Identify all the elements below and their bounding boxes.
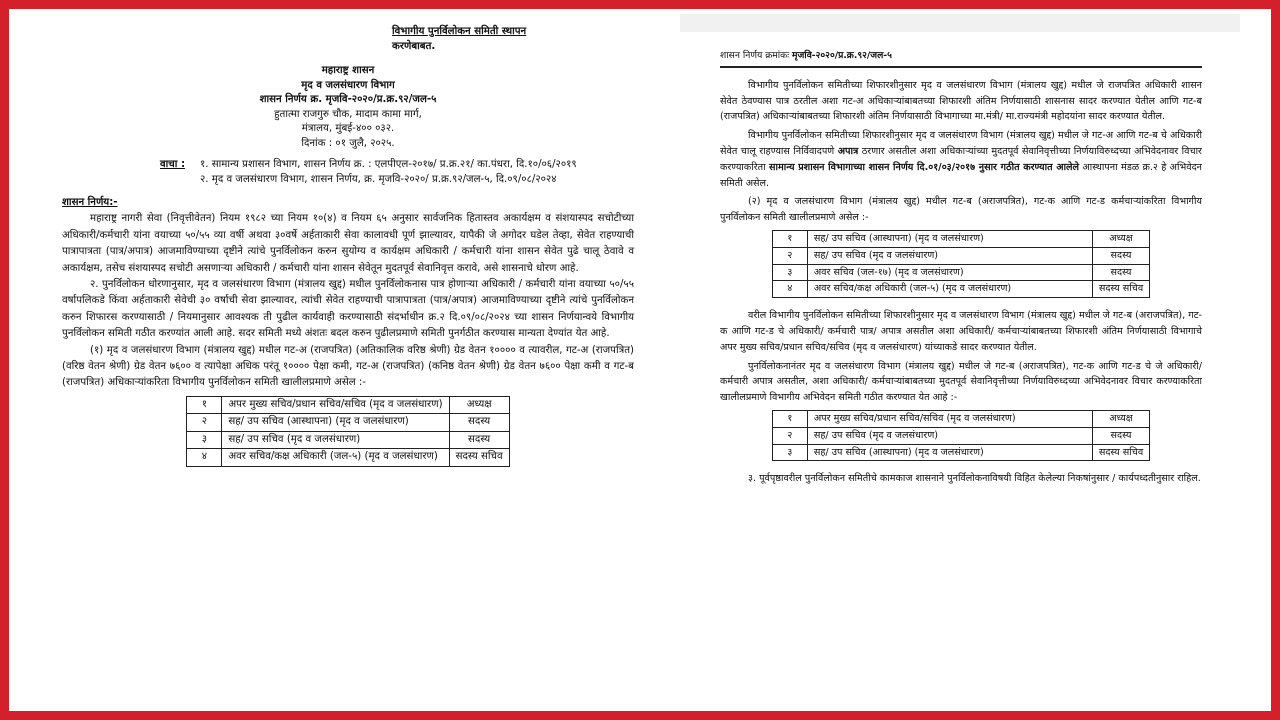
table-row [772, 264, 1149, 281]
table-cell: सह/ उप सचिव (मृद व जलसंधारण) [222, 431, 449, 448]
gov-name: महाराष्ट्र शासन [321, 65, 375, 76]
table-cell: सदस्य [1092, 247, 1149, 264]
table-cell: अध्यक्ष [449, 396, 509, 413]
table-cell: सदस्य सचिव [449, 449, 509, 466]
table-cell: १ [772, 410, 807, 427]
bold-run: अपात्र [837, 145, 859, 157]
paragraph-3: (१) मृद व जलसंधारण विभाग (मंत्रालय खुद्द) मधील गट-अ (राजपत्रित) (अतिकालिक वरिष्ठ श्रेणी) ग्रेड वेतन १०००० व त्यावरील, गट-अ (राजपत्रित) (वरिष्ठ वेतन श्रेणी) ग्रेड वेतन ७६०० व त्यापेक्षा अधिक परंतू १०००० पेक्षा कमी, गट-अ (राजपत्रित) (कनिष्ठ वेतन श्रेणी) ग्रेड वेतन ७६०० पेक्षा कमी व गट-ब (राजपत्रित) अधिकाऱ्यांकरिता विभागीय पुनर्विलोकन समिती खालीलप्रमाणे असेल :- [62, 344, 634, 389]
table-row [772, 444, 1149, 461]
subject [392, 24, 634, 54]
table-cell: २ [772, 247, 807, 264]
page-top-strip [680, 14, 1240, 32]
paragraph: पुनर्विलोकनानंतर मृद व जलसंधारण विभाग (मंत्रालय खुद्द) मधील जे गट-ब (अराजपत्रित), गट-क आणि गट-ड चे जे अधिकारी/ कर्मचारी अपात्र असतील, अशा अधिकारी/ कर्मचाऱ्यांबाबतच्या मुदतपूर्व सेवानिवृत्तीच्या निर्णयाविरुध्दच्या अभिवेदनावर विचार करण्याकरिता खालीलप्रमाणे विभागीय अभिवेदन समिती गठीत करण्यात येत आहे :- [720, 360, 1202, 404]
table-row [772, 427, 1149, 444]
decision-heading: शासन निर्णय:- [62, 197, 118, 208]
table-cell: सदस्य [449, 414, 509, 431]
table-row [772, 230, 1149, 247]
table-cell: १ [772, 230, 807, 247]
table-cell: सदस्य सचिव [1092, 444, 1149, 461]
table-cell: ३ [187, 431, 222, 448]
table-row [772, 247, 1149, 264]
table-cell: सह/ उप सचिव (आस्थापना) (मृद व जलसंधारण) [222, 414, 449, 431]
table-cell: सह/ उप सचिव (आस्थापना) (मृद व जलसंधारण) [807, 230, 1092, 247]
table-cell: सह/ उप सचिव (मृद व जलसंधारण) [807, 247, 1092, 264]
text-run: विभागीय पुनर्विलोकन समितीच्या शिफारशीनुसार मृद व जलसंधारण विभाग (मंत्रालय खुद्द) मधील जे गट-अ आणि गट-ब चे अधिकारी सेवेत चालू राहण्यास निर्विवादपणे [720, 130, 1202, 157]
paragraph-1: महाराष्ट्र नागरी सेवा (निवृत्तीवेतन) नियम १९८२ च्या नियम १०(४) व नियम ६५ अनुसार सार्वजनिक हितास्तव अकार्यक्षम व संशयास्पद सचोटीच्या अधिकारी/कर्मचारी यांना वयाच्या ५०/५५ व्या वर्षी अथवा ३०वर्षे अर्हताकारी सेवा कालावधी पूर्ण झाल्यावर, यापैकी जे अगोदर घडेल तेव्हा, सेवेत राहण्याची पात्रापात्रता (पात्र/अपात्र) आजमाविण्याच्या दृष्टीने त्यांचे पुनर्विलोकन करुन सुयोग्य व कार्यक्षम अधिकारी / कर्मचारी यांना शासन सेवेत पुढे चालू ठेवावे व अकार्यक्षम, तसेच संशयास्पद सचोटी असणाऱ्या अधिकारी / कर्मचारी यांना शासन सेवेतून मुदतपूर्व सेवानिवृत्त करावे, असे शासनाचे धोरण आहे. [62, 213, 634, 274]
table-cell: ४ [187, 449, 222, 466]
committee-table-2 [772, 230, 1150, 298]
table-cell: सह/ उप सचिव (मृद व जलसंधारण) [807, 427, 1092, 444]
table-cell: सदस्य [1092, 264, 1149, 281]
department-name: मृद व जलसंधारण विभाग [301, 79, 395, 91]
table-cell: अवर सचिव/कक्ष अधिकारी (जल-५) (मृद व जलसंधारण) [807, 281, 1092, 298]
order-date: दिनांक : ०१ जुलै, २०२५. [301, 137, 395, 149]
header-number: मृजवि-२०२०/प्र.क्र.९२/जल-५ [792, 50, 892, 61]
table-cell: अध्यक्ष [1092, 410, 1149, 427]
order-number: शासन निर्णय क्र. मृजवि-२०२०/प्र.क्र.९२/जल-५ [259, 94, 437, 105]
table-row [187, 396, 509, 413]
table-cell: सदस्य [449, 431, 509, 448]
table-cell: अवर सचिव/कक्ष अधिकारी (जल-५) (मृद व जलसंधारण) [222, 449, 449, 466]
table-cell: सदस्य सचिव [1092, 281, 1149, 298]
bold-run: सामान्य प्रशासन विभागाच्या शासन निर्णय दि.०१/०३/२०१७ नुसार गठीत करण्यात आलेले [769, 161, 1080, 173]
subject-line-2: करणेबाबत. [392, 41, 436, 52]
header-prefix: शासन निर्णय क्रमांकः [720, 50, 790, 61]
table-cell: अपर मुख्य सचिव/प्रधान सचिव/सचिव (मृद व जलसंधारण) [807, 410, 1092, 427]
reference-label: वाचा : [160, 159, 186, 170]
page-two [720, 48, 1202, 668]
paragraph [720, 128, 1202, 191]
references [160, 157, 634, 187]
table-cell: अवर सचिव (जल-१७) (मृद व जलसंधारण) [807, 264, 1092, 281]
address-line-1: हुतात्मा राजगुरु चौक, मादाम कामा मार्ग, [274, 108, 422, 120]
table-cell: ३ [772, 444, 807, 461]
paragraph-2: २. पुनर्विलोकन धोरणानुसार, मृद व जलसंधारण विभाग (मंत्रालय खुद्द) मधील पुनर्विलोकनास पात्र होणाऱ्या अधिकारी / कर्मचारी यांना वयाच्या ५०/५५ वर्षापलिकडे किंवा अर्हताकारी सेवेची ३० वर्षाची सेवा झाल्यावर, त्यांची सेवेत राहण्याची पात्रापात्रता (पात्र/अपात्र) आजमाविण्याच्या दृष्टीने त्यांचे पुनर्विलोकन करुन शिफारस करण्यासाठी / नियमानुसार आवश्यक ती पुढील कार्यवाही करण्यासाठी संदर्भाधीन क्र.२ दि.०९/०८/२०२४ च्या शासन निर्णयान्वये विभागीय पुनर्विलोकन समिती गठीत करण्यांत आली आहे. सदर समिती मध्ये अंशतः बदल करुन पुढीलप्रमाणे समिती पुनर्गठीत करण्यास मान्यता देण्यांत येत आहे. [62, 279, 634, 340]
table-row [187, 431, 509, 448]
table-row [772, 281, 1149, 298]
table-cell: २ [772, 427, 807, 444]
address-line-2: मंत्रालय, मुंबई-४०० ०३२. [301, 123, 395, 134]
table-cell: १ [187, 396, 222, 413]
table-cell: अपर मुख्य सचिव/प्रधान सचिव/सचिव (मृद व जलसंधारण) [222, 396, 449, 413]
paragraph: ३. पूर्वपृष्ठावरील पुनर्विलोकन समितीचे कामकाज शासनाने पुनर्विलोकनाविषयी विहित केलेल्या निकषांनुसार / कार्यपध्दतीनुसार राहिल. [748, 473, 1201, 485]
table-cell: सदस्य [1092, 427, 1149, 444]
paragraph: विभागीय पुनर्विलोकन समितीच्या शिफारशीनुसार मृद व जलसंधारण विभाग (मंत्रालय खुद्द) मधील जे राजपत्रित अधिकारी शासन सेवेत ठेवण्यास पात्र ठरतील अशा गट-अ अधिकाऱ्यांबाबतच्या शिफारशी अंतिम निर्णयासाठी शासनास सादर करण्यात येतील आणि गट-ब (राजपत्रित) अधिकाऱ्यांबाबतच्या शिफारशी अंतिम निर्णयासाठी विभागाच्या मा.मंत्री/ मा.राज्यमंत्री महोदयांना सादर करण्यात येतील. [720, 79, 1202, 123]
text-run: ठरणार असतील अशा अधिकाऱ्यांच्या मुदतपूर्व सेवानिवृत्तीच्या निर्णयाविरुध्दच्या अभिवेदनावर विचार करण्याकरिता [720, 145, 1202, 173]
running-header [720, 48, 1202, 68]
committee-table [186, 396, 509, 467]
table-cell: २ [187, 414, 222, 431]
table-row [187, 414, 509, 431]
letterhead [62, 64, 634, 151]
subject-line-1: विभागीय पुनर्विलोकन समिती स्थापन [392, 26, 527, 37]
table-cell: अध्यक्ष [1092, 230, 1149, 247]
table-cell: सह/ उप सचिव (आस्थापना) (मृद व जलसंधारण) [807, 444, 1092, 461]
reference-item: १. सामान्य प्रशासन विभाग, शासन निर्णय क्र. : एलपीएल-२०१७/ प्र.क्र.२१/ का.पंधरा, दि.१०/०६/२०१९ [200, 159, 577, 170]
page-one [62, 24, 634, 674]
table-cell: ४ [772, 281, 807, 298]
table-cell: ३ [772, 264, 807, 281]
table-row [187, 449, 509, 466]
paragraph: (२) मृद व जलसंधारण विभाग (मंत्रालय खुद्द) मधील गट-ब (अराजपत्रित), गट-क आणि गट-ड कर्मचाऱ्यांकरिता विभागीय पुनर्विलोकन समिती खालीलप्रमाणे असेल :- [720, 196, 1202, 224]
representation-committee-table [772, 410, 1150, 461]
paragraph: वरील विभागीय पुनर्विलोकन समितीच्या शिफारशीनुसार मृद व जलसंधारण विभाग (मंत्रालय खुद्द) मधील जे गट-ब (अराजपत्रित), गट-क आणि गट-ड चे अधिकारी/ कर्मचारी पात्र/ अपात्र असतील अशा अधिकारी/ कर्मचाऱ्यांबाबतच्या शिफारशी अंतिम निर्णयासाठी विभागाचे अपर मुख्य सचिव/प्रधान सचिव/सचिव (मृद व जलसंधारण) यांच्याकडे सादर करण्यात येतील. [720, 310, 1202, 353]
text-run: आस्थापना मंडळ क्र.२ हे अभिवेदन समिती असेल. [720, 161, 1202, 189]
reference-item: २. मृद व जलसंधारण विभाग, शासन निर्णय, क्र. मृजवि-२०२०/ प्र.क्र.९२/जल-५, दि.०९/०८/२०२४ [200, 174, 557, 185]
table-row [772, 410, 1149, 427]
